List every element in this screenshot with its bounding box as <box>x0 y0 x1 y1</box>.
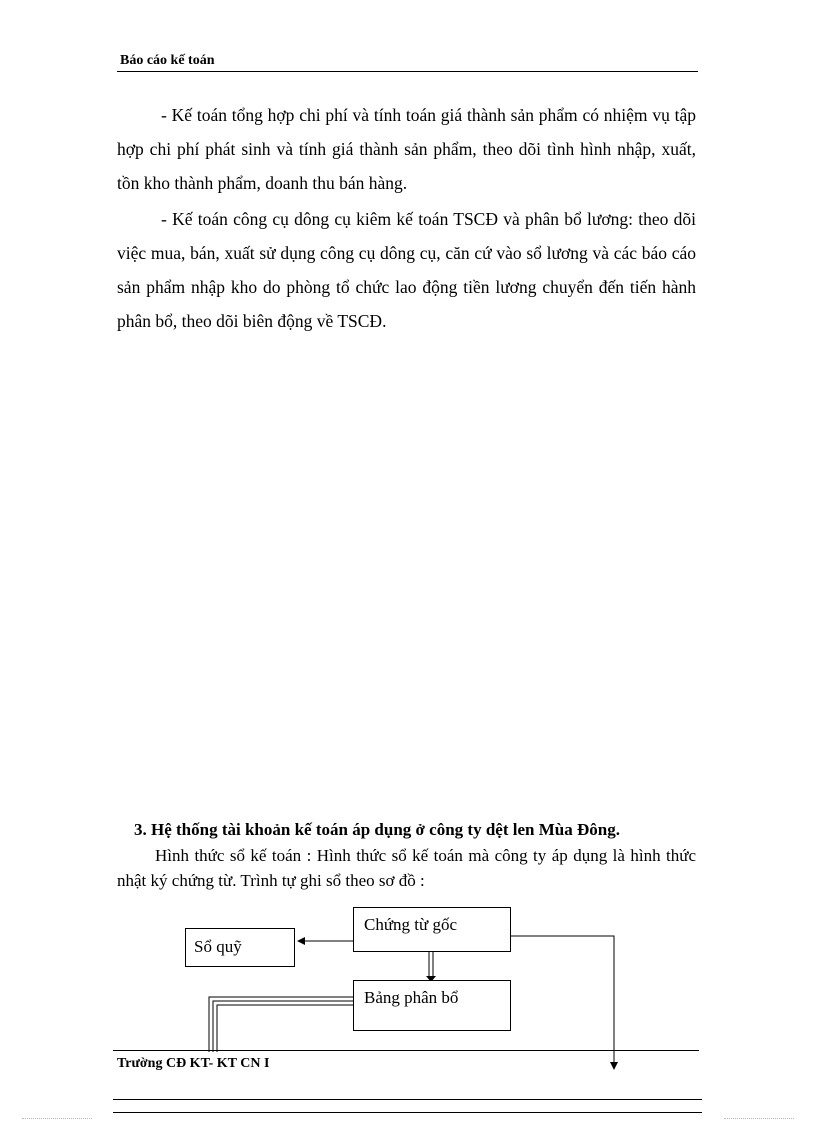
right-branch-arrow <box>610 1062 618 1070</box>
section-heading: 3. Hệ thống tài khoản kế toán áp dụng ở công ty dệt len Mùa Đông. <box>134 820 620 839</box>
node-chung-tu-goc-label: Chứng từ gốc <box>364 915 458 934</box>
footer-text: Trường CĐ KT- KT CN I <box>117 1056 270 1071</box>
footer-rule-top <box>113 1050 699 1051</box>
node-chung-tu-goc <box>353 907 511 952</box>
node-bang-phan-bo <box>353 980 511 1031</box>
node-bang-phan-bo-label: Bảng phân bổ <box>364 988 459 1007</box>
left-triple-line-3 <box>217 1005 353 1052</box>
header-title: Báo cáo kế toán <box>120 53 215 68</box>
right-branch-line <box>511 936 614 1062</box>
section-intro: Hình thức sổ kế toán : Hình thức sổ kế toán mà công ty áp dụng là hình thức nhật ký chứng từ. Trình tự ghi sổ theo sơ đồ : <box>117 846 696 890</box>
bottom-left-dots <box>22 1118 92 1119</box>
node-so-quy-label: Sổ quỹ <box>194 937 242 956</box>
bottom-right-dots <box>724 1118 794 1119</box>
footer-rule-bottom <box>113 1112 702 1113</box>
paragraph-accounting-cost: - Kế toán tổng hợp chi phí và tính toán giá thành sản phẩm có nhiệm vụ tập hợp chi phí phát sinh và tính giá thành sản phẩm, theo dõi tình hình nhập, xuất, tồn kho thành phẩm, doanh thu bán hàng. <box>117 105 696 193</box>
left-triple-line-2 <box>213 1001 353 1052</box>
paragraph-accounting-tools: - Kế toán công cụ dông cụ kiêm kế toán TSCĐ và phân bổ lương: theo dõi việc mua, bán, xuất sử dụng công cụ dông cụ, căn cứ vào sổ lương và các báo cáo sản phẩm nhập kho do phòng tổ chức lao động tiền lương chuyển đến tiến hành phân bổ, theo dõi biên động về TSCĐ. <box>117 209 696 331</box>
footer-rule-middle <box>113 1099 702 1100</box>
node-so-quy <box>185 928 295 967</box>
